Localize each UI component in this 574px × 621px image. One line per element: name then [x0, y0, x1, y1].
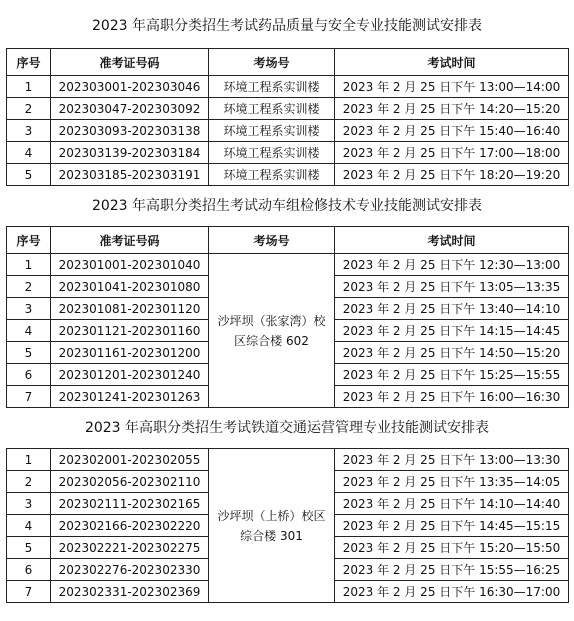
cell-time: 2023 年 2 月 25 日下午 13:35—14:05	[335, 471, 569, 493]
table-header-row	[7, 49, 569, 76]
cell-time: 2023 年 2 月 25 日下午 13:40—14:10	[335, 298, 569, 320]
header-range: 准考证号码	[51, 227, 209, 254]
header-no: 序号	[7, 227, 51, 254]
cell-no: 2	[7, 471, 51, 493]
cell-range: 202301001-202301040	[51, 254, 209, 276]
cell-range: 202301161-202301200	[51, 342, 209, 364]
header-venue: 考场号	[209, 49, 335, 76]
table-row	[7, 142, 569, 164]
cell-no: 4	[7, 142, 51, 164]
cell-range: 202302001-202302055	[51, 449, 209, 471]
cell-no: 4	[7, 515, 51, 537]
cell-range: 202301241-202301263	[51, 386, 209, 408]
cell-no: 4	[7, 320, 51, 342]
cell-range: 202302111-202302165	[51, 493, 209, 515]
cell-range: 202302221-202302275	[51, 537, 209, 559]
cell-time: 2023 年 2 月 25 日下午 14:15—14:45	[335, 320, 569, 342]
cell-time: 2023 年 2 月 25 日下午 16:00—16:30	[335, 386, 569, 408]
cell-venue: 环境工程系实训楼	[209, 164, 335, 186]
table-row	[7, 164, 569, 186]
cell-range: 202303185-202303191	[51, 164, 209, 186]
cell-no: 3	[7, 493, 51, 515]
cell-range: 202303139-202303184	[51, 142, 209, 164]
cell-range: 202302276-202302330	[51, 559, 209, 581]
cell-time: 2023 年 2 月 25 日下午 15:55—16:25	[335, 559, 569, 581]
cell-no: 5	[7, 537, 51, 559]
header-range: 准考证号码	[51, 49, 209, 76]
cell-time: 2023 年 2 月 25 日下午 14:45—15:15	[335, 515, 569, 537]
cell-no: 7	[7, 386, 51, 408]
cell-time: 2023 年 2 月 25 日下午 13:00—14:00	[335, 76, 569, 98]
cell-time: 2023 年 2 月 25 日下午 13:00—13:30	[335, 449, 569, 471]
cell-range: 202303001-202303046	[51, 76, 209, 98]
cell-no: 6	[7, 364, 51, 386]
cell-venue: 环境工程系实训楼	[209, 142, 335, 164]
cell-time: 2023 年 2 月 25 日下午 13:05—13:35	[335, 276, 569, 298]
header-venue: 考场号	[209, 227, 335, 254]
cell-range: 202302166-202302220	[51, 515, 209, 537]
table-header-row	[7, 227, 569, 254]
cell-venue-merged: 沙坪坝（张家湾）校区综合楼 602	[209, 254, 335, 408]
cell-range: 202301041-202301080	[51, 276, 209, 298]
table-row	[7, 449, 569, 471]
table-2-title: 2023 年高职分类招生考试动车组检修技术专业技能测试安排表	[91, 198, 483, 214]
header-time: 考试时间	[335, 49, 569, 76]
table-3-title: 2023 年高职分类招生考试铁道交通运营管理专业技能测试安排表	[84, 420, 490, 436]
table-rail-ops-schedule	[6, 448, 569, 603]
cell-venue: 环境工程系实训楼	[209, 98, 335, 120]
cell-no: 5	[7, 164, 51, 186]
cell-time: 2023 年 2 月 25 日下午 15:20—15:50	[335, 537, 569, 559]
cell-time: 2023 年 2 月 25 日下午 12:30—13:00	[335, 254, 569, 276]
cell-no: 1	[7, 254, 51, 276]
cell-no: 5	[7, 342, 51, 364]
table-emu-schedule	[6, 226, 569, 408]
cell-no: 2	[7, 276, 51, 298]
cell-venue: 环境工程系实训楼	[209, 76, 335, 98]
cell-time: 2023 年 2 月 25 日下午 14:10—14:40	[335, 493, 569, 515]
cell-venue: 环境工程系实训楼	[209, 120, 335, 142]
cell-range: 202303093-202303138	[51, 120, 209, 142]
cell-range: 202301201-202301240	[51, 364, 209, 386]
cell-time: 2023 年 2 月 25 日下午 17:00—18:00	[335, 142, 569, 164]
cell-no: 1	[7, 449, 51, 471]
cell-no: 1	[7, 76, 51, 98]
cell-range: 202301121-202301160	[51, 320, 209, 342]
header-no: 序号	[7, 49, 51, 76]
table-row	[7, 76, 569, 98]
table-1-title: 2023 年高职分类招生考试药品质量与安全专业技能测试安排表	[91, 18, 483, 34]
cell-range: 202303047-202303092	[51, 98, 209, 120]
cell-no: 6	[7, 559, 51, 581]
cell-time: 2023 年 2 月 25 日下午 18:20—19:20	[335, 164, 569, 186]
table-row	[7, 120, 569, 142]
cell-range: 202302056-202302110	[51, 471, 209, 493]
cell-time: 2023 年 2 月 25 日下午 14:50—15:20	[335, 342, 569, 364]
cell-no: 2	[7, 98, 51, 120]
cell-no: 3	[7, 120, 51, 142]
cell-time: 2023 年 2 月 25 日下午 16:30—17:00	[335, 581, 569, 603]
table-pharma-schedule	[6, 48, 569, 186]
cell-time: 2023 年 2 月 25 日下午 15:25—15:55	[335, 364, 569, 386]
header-time: 考试时间	[335, 227, 569, 254]
cell-venue-merged: 沙坪坝（上桥）校区综合楼 301	[209, 449, 335, 603]
table-row	[7, 254, 569, 276]
cell-range: 202302331-202302369	[51, 581, 209, 603]
cell-no: 3	[7, 298, 51, 320]
cell-time: 2023 年 2 月 25 日下午 14:20—15:20	[335, 98, 569, 120]
table-row	[7, 98, 569, 120]
cell-range: 202301081-202301120	[51, 298, 209, 320]
cell-time: 2023 年 2 月 25 日下午 15:40—16:40	[335, 120, 569, 142]
cell-no: 7	[7, 581, 51, 603]
